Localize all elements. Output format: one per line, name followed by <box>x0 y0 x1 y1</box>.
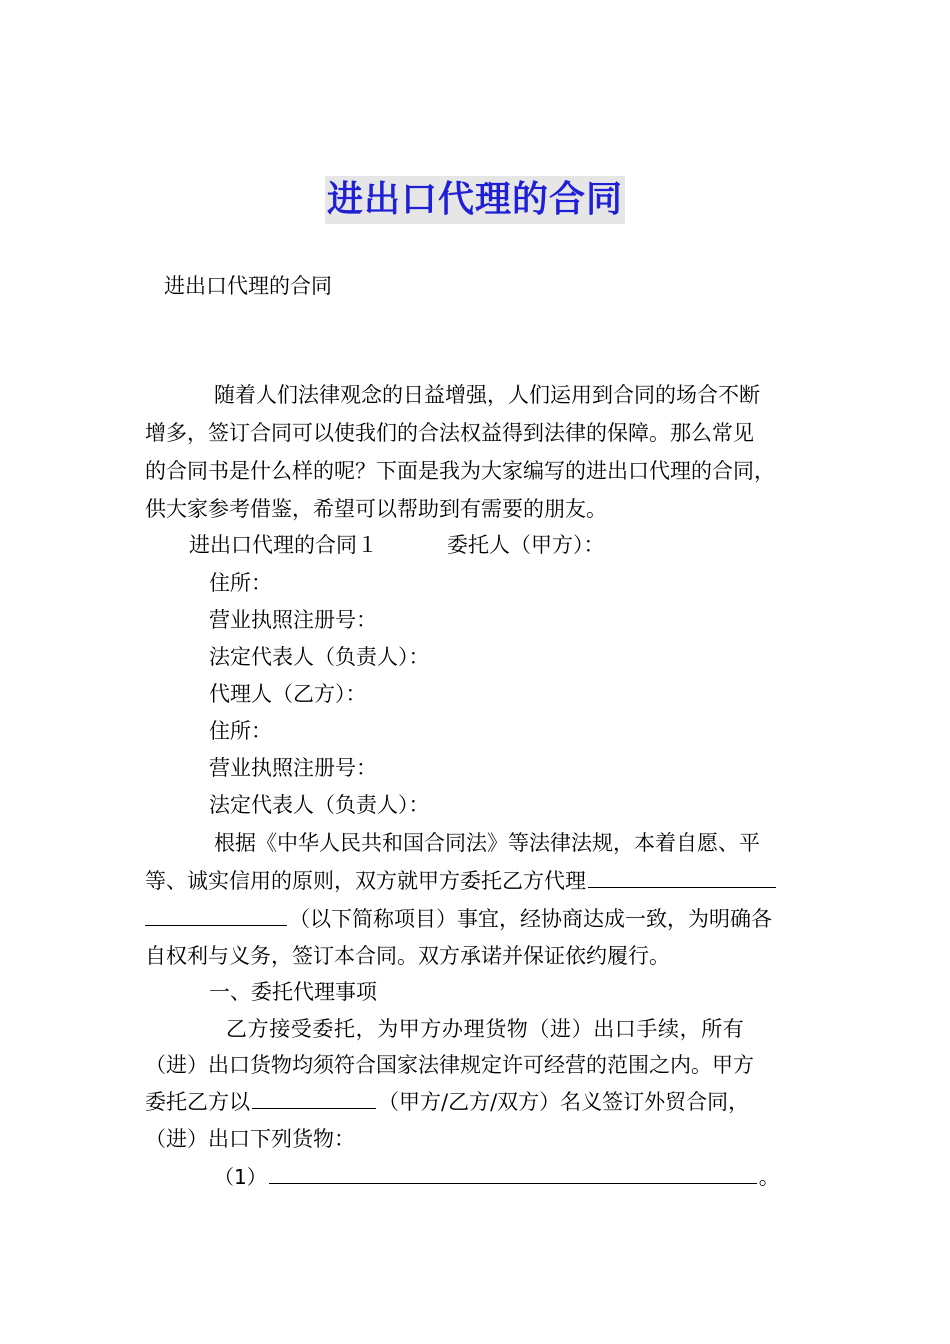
contract-heading: 进出口代理的合同１ <box>189 533 378 557</box>
party-a-label: 委托人（甲方）： <box>447 533 605 557</box>
section-1-line-4: （进）出口下列货物： <box>145 1127 355 1151</box>
field-rep-b: 法定代表人（负责人）： <box>209 793 430 817</box>
item-1-end: 。 <box>758 1165 780 1189</box>
item-1-line <box>214 1161 780 1192</box>
section-1-line-2: （进）出口货物均须符合国家法律规定许可经营的范围之内。甲方 <box>145 1053 754 1077</box>
document-subtitle: 进出口代理的合同 <box>164 274 332 298</box>
section-1-title: 一、委托代理事项 <box>209 980 377 1004</box>
intro-line-1: 随着人们法律观念的日益增强，人们运用到合同的场合不断 <box>214 383 760 407</box>
intro-line-2: 增多，签订合同可以使我们的合法权益得到法律的保障。那么常见 <box>145 421 754 445</box>
blank-goods-1 <box>269 1161 757 1184</box>
blank-project-1 <box>588 865 776 888</box>
basis-line-2-text: 等、诚实信用的原则，双方就甲方委托乙方代理 <box>145 869 586 893</box>
basis-line-1: 根据《中华人民共和国合同法》等法律法规，本着自愿、平 <box>214 831 760 855</box>
field-address-b: 住所： <box>209 719 272 743</box>
section-1-line-1: 乙方接受委托，为甲方办理货物（进）出口手续，所有 <box>226 1017 745 1041</box>
document-title: 进出口代理的合同 <box>325 176 625 224</box>
document-title-wrap <box>0 176 950 224</box>
field-address-a: 住所： <box>209 571 272 595</box>
section-1-line-3a: 委托乙方以 <box>145 1090 250 1114</box>
item-1-label: （1） <box>214 1165 267 1189</box>
basis-line-4: 自权利与义务，签订本合同。双方承诺并保证依约履行。 <box>145 944 670 968</box>
field-party-b: 代理人（乙方）： <box>209 682 367 706</box>
field-license-a: 营业执照注册号： <box>209 608 377 632</box>
basis-line-3-text: （以下简称项目）事宜，经协商达成一致，为明确各 <box>289 907 772 931</box>
intro-line-4: 供大家参考借鉴，希望可以帮助到有需要的朋友。 <box>145 497 607 521</box>
intro-line-3: 的合同书是什么样的呢？下面是我为大家编写的进出口代理的合同， <box>145 459 775 483</box>
section-1-line-3 <box>145 1086 749 1117</box>
blank-project-2 <box>145 903 287 926</box>
field-license-b: 营业执照注册号： <box>209 756 377 780</box>
basis-line-2 <box>145 865 778 896</box>
field-rep-a: 法定代表人（负责人）： <box>209 645 430 669</box>
section-1-line-3b: （甲方/乙方/双方）名义签订外贸合同， <box>378 1090 750 1114</box>
basis-line-3 <box>145 903 772 934</box>
blank-name <box>252 1086 376 1109</box>
